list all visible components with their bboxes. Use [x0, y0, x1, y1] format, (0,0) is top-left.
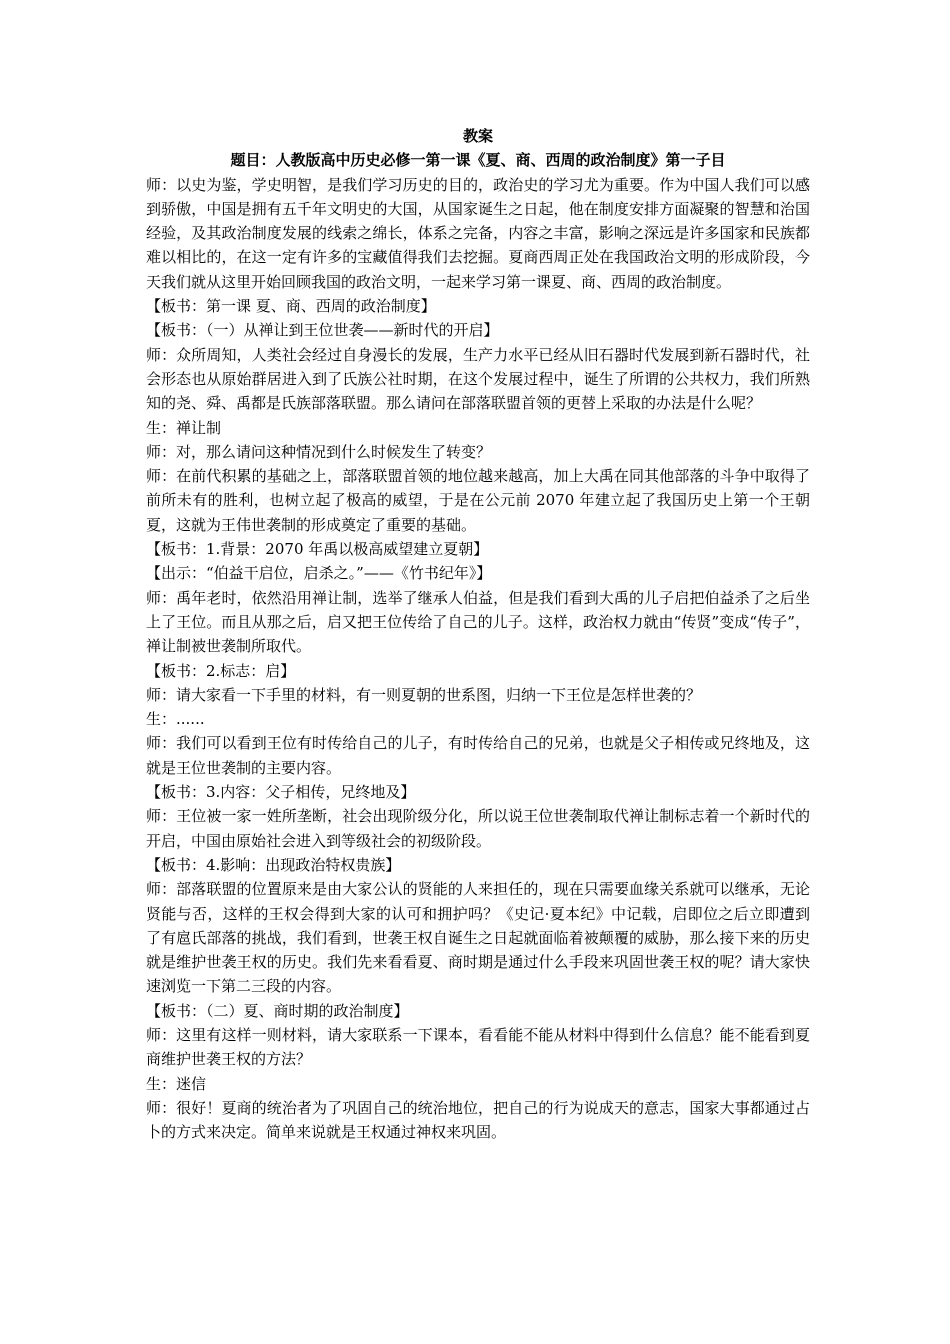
paragraph-teacher-5: 师：禹年老时，依然沿用禅让制，选举了继承人伯益，但是我们看到大禹的儿子启把伯益杀了之后坐上了王位。而且从那之后，启又把王位传给了自己的儿子。这样，政治权力就由“传贤”变成“传子”，禅让制被世袭制所取代。: [146, 588, 810, 656]
paragraph-student-1: 生：禅让制: [146, 418, 222, 437]
paragraph-student-2: 生：......: [146, 710, 205, 729]
paragraph-teacher-4: 师：在前代积累的基础之上，部落联盟首领的地位越来越高，加上大禹在同其他部落的斗争中取得了前所未有的胜利，也树立起了极高的威望，于是在公元前 2070 年建立起了我国历史上第一个王朝夏，这就为王伟世袭制的形成奠定了重要的基础。: [146, 467, 810, 534]
paragraph-board-background: 【板书：1.背景：2070 年禹以极高威望建立夏朝】: [146, 540, 489, 559]
document-subtitle: 题目：人教版高中历史必修一第一课《夏、商、西周的政治制度》第一子目: [230, 151, 726, 170]
paragraph-teacher-7: 师：我们可以看到王位有时传给自己的儿子，有时传给自己的兄弟，也就是父子相传或兄终地及，这就是王位世袭制的主要内容。: [146, 734, 810, 777]
paragraph-board-section-2: 【板书：（二）夏、商时期的政治制度】: [146, 1001, 409, 1020]
document-title: 教案: [462, 127, 493, 145]
paragraph-intro: 师：以史为鉴，学史明智，是我们学习历史的目的，政治史的学习尤为重要。作为中国人我们可以感到骄傲，中国是拥有五千年文明史的大国，从国家诞生之日起，他在制度安排方面凝聚的智慧和治国经验，及其政治制度发展的线索之绵长，体系之完备，内容之丰富，影响之深远是许多国家和民族都难以相比的，在这一定有许多的宝藏值得我们去挖掘。夏商西周正处在我国政治文明的形成阶段，今天我们就从这里开始回顾我国的政治文明，一起来学习第一课夏、商、西周的政治制度。: [146, 175, 810, 291]
paragraph-board-section-1: 【板书：（一）从禅让到王位世袭——新时代的开启】: [146, 321, 499, 340]
paragraph-teacher-2: 师：众所周知，人类社会经过自身漫长的发展，生产力水平已经从旧石器时代发展到新石器时代，社会形态也从原始群居进入到了氏族公社时期，在这个发展过程中，诞生了所谓的公共权力，我们所熟知的尧、舜、禹都是氏族部落联盟。那么请问在部落联盟首领的更替上采取的办法是什么呢？: [146, 345, 810, 413]
document-body: [146, 173, 810, 1145]
document-page: [146, 124, 810, 1144]
paragraph-board-content: 【板书：3.内容：父子相传，兄终地及】: [146, 783, 416, 802]
paragraph-teacher-6: 师：请大家看一下手里的材料，有一则夏朝的世系图，归纳一下王位是怎样世袭的？: [146, 685, 702, 704]
paragraph-student-3: 生：迷信: [146, 1074, 207, 1093]
paragraph-teacher-10: 师：这里有这样一则材料，请大家联系一下课本，看看能不能从材料中得到什么信息？能不能看到夏商维护世袭王权的方法？: [146, 1025, 810, 1069]
paragraph-board-influence: 【板书：4.影响：出现政治特权贵族】: [146, 855, 401, 874]
paragraph-teacher-11: 师：很好！夏商的统治者为了巩固自己的统治地位，把自己的行为说成天的意志，国家大事都通过占卜的方式来决定。简单来说就是王权通过神权来巩固。: [146, 1098, 810, 1142]
paragraph-board-lesson: 【板书：第一课 夏、商、西周的政治制度】: [146, 297, 436, 316]
paragraph-show-quote: 【出示：“伯益干启位，启杀之。”——《竹书纪年》】: [146, 564, 492, 583]
paragraph-teacher-8: 师：王位被一家一姓所垄断，社会出现阶级分化，所以说王位世袭制取代禅让制标志着一个新时代的开启，中国由原始社会进入到等级社会的初级阶段。: [146, 807, 810, 850]
paragraph-teacher-9: 师：部落联盟的位置原来是由大家公认的贤能的人来担任的，现在只需要血缘关系就可以继承，无论贤能与否，这样的王权会得到大家的认可和拥护吗？《史记·夏本纪》中记载，启即位之后立即遭到了有扈氏部落的挑战，我们看到，世袭王权自诞生之日起就面临着被颠覆的威胁，那么接下来的历史就是维护世袭王权的历史。我们先来看看夏、商时期是通过什么手段来巩固世袭王权的呢？请大家快速浏览一下第二三段的内容。: [146, 880, 810, 996]
paragraph-teacher-3: 师：对，那么请问这种情况到什么时候发生了转变？: [146, 442, 492, 461]
paragraph-board-sign: 【板书：2.标志：启】: [146, 661, 296, 680]
